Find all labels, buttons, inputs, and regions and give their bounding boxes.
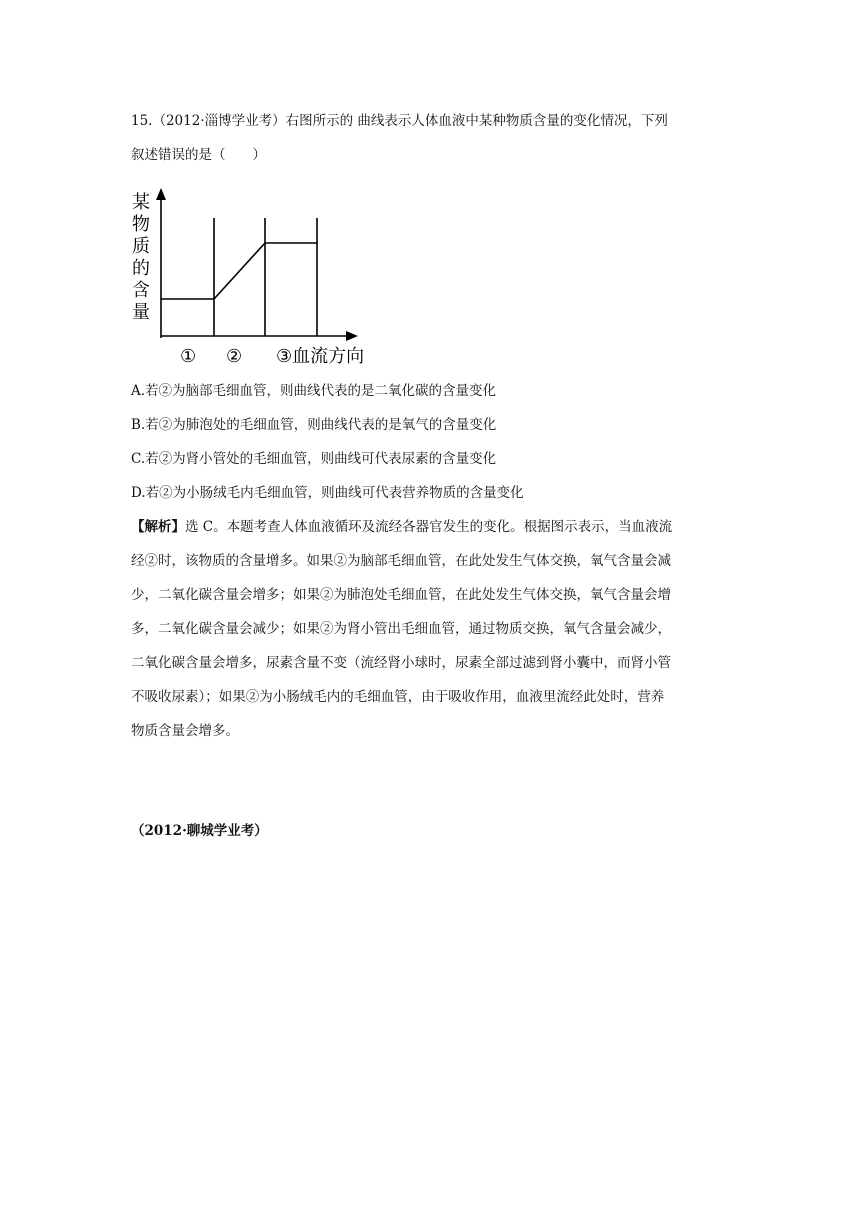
x-label-segment-3: ③血流方向 bbox=[276, 346, 365, 367]
option-c: C.若②为肾小管处的毛细血管，则曲线可代表尿素的含量变化 bbox=[131, 451, 497, 467]
next-question-source: （2012·聊城学业考） bbox=[131, 823, 268, 839]
x-label-segment-1: ① bbox=[180, 346, 197, 367]
question-line-1: 15.（2012·淄博学业考）右图所示的 曲线表示人体血液中某种物质含量的变化情况，下列 bbox=[131, 113, 668, 129]
y-axis-arrow bbox=[156, 188, 166, 200]
y-axis-label bbox=[132, 192, 150, 323]
x-label-segment-2: ② bbox=[226, 346, 243, 367]
y-label-char: 含 bbox=[132, 280, 150, 301]
analysis-line-3: 少，二氧化碳含量会增多；如果②为肺泡处毛细血管，在此处发生气体交换，氧气含量会增 bbox=[131, 587, 671, 603]
analysis-line-2: 经②时，该物质的含量增多。如果②为脑部毛细血管，在此处发生气体交换，氧气含量会减 bbox=[131, 553, 671, 569]
y-label-char: 的 bbox=[132, 258, 150, 279]
option-d: D.若②为小肠绒毛内毛细血管，则曲线可代表营养物质的含量变化 bbox=[131, 485, 524, 501]
x-axis-arrow bbox=[346, 331, 358, 341]
option-b: B.若②为肺泡处的毛细血管，则曲线代表的是氧气的含量变化 bbox=[131, 417, 497, 433]
analysis-text: 选 C。本题考查人体血液循环及流经各器官发生的变化。根据图示表示，当血液流 bbox=[185, 519, 673, 535]
question-line-2: 叙述错误的是（ ） bbox=[131, 147, 266, 163]
analysis-line-4: 多，二氧化碳含量会减少；如果②为肾小管出毛细血管，通过物质交换，氧气含量会减少， bbox=[131, 621, 671, 637]
analysis-line-6: 不吸收尿素）；如果②为小肠绒毛内的毛细血管，由于吸收作用，血液里流经此处时，营养 bbox=[131, 689, 665, 705]
y-label-char: 量 bbox=[132, 302, 150, 323]
analysis-line-1 bbox=[131, 517, 672, 537]
content-curve-diagram bbox=[128, 186, 398, 370]
y-label-char: 质 bbox=[132, 236, 150, 257]
option-a: A.若②为脑部毛细血管，则曲线代表的是二氧化碳的含量变化 bbox=[131, 383, 497, 399]
analysis-line-7: 物质含量会增多。 bbox=[131, 723, 239, 739]
y-label-char: 物 bbox=[132, 214, 150, 235]
analysis-line-5: 二氧化碳含量会增多，尿素含量不变（流经肾小球时，尿素全部过滤到肾小囊中，而肾小管 bbox=[131, 655, 671, 671]
y-label-char: 某 bbox=[132, 192, 150, 213]
analysis-tag: 【解析】 bbox=[131, 519, 185, 535]
content-curve bbox=[161, 243, 317, 299]
